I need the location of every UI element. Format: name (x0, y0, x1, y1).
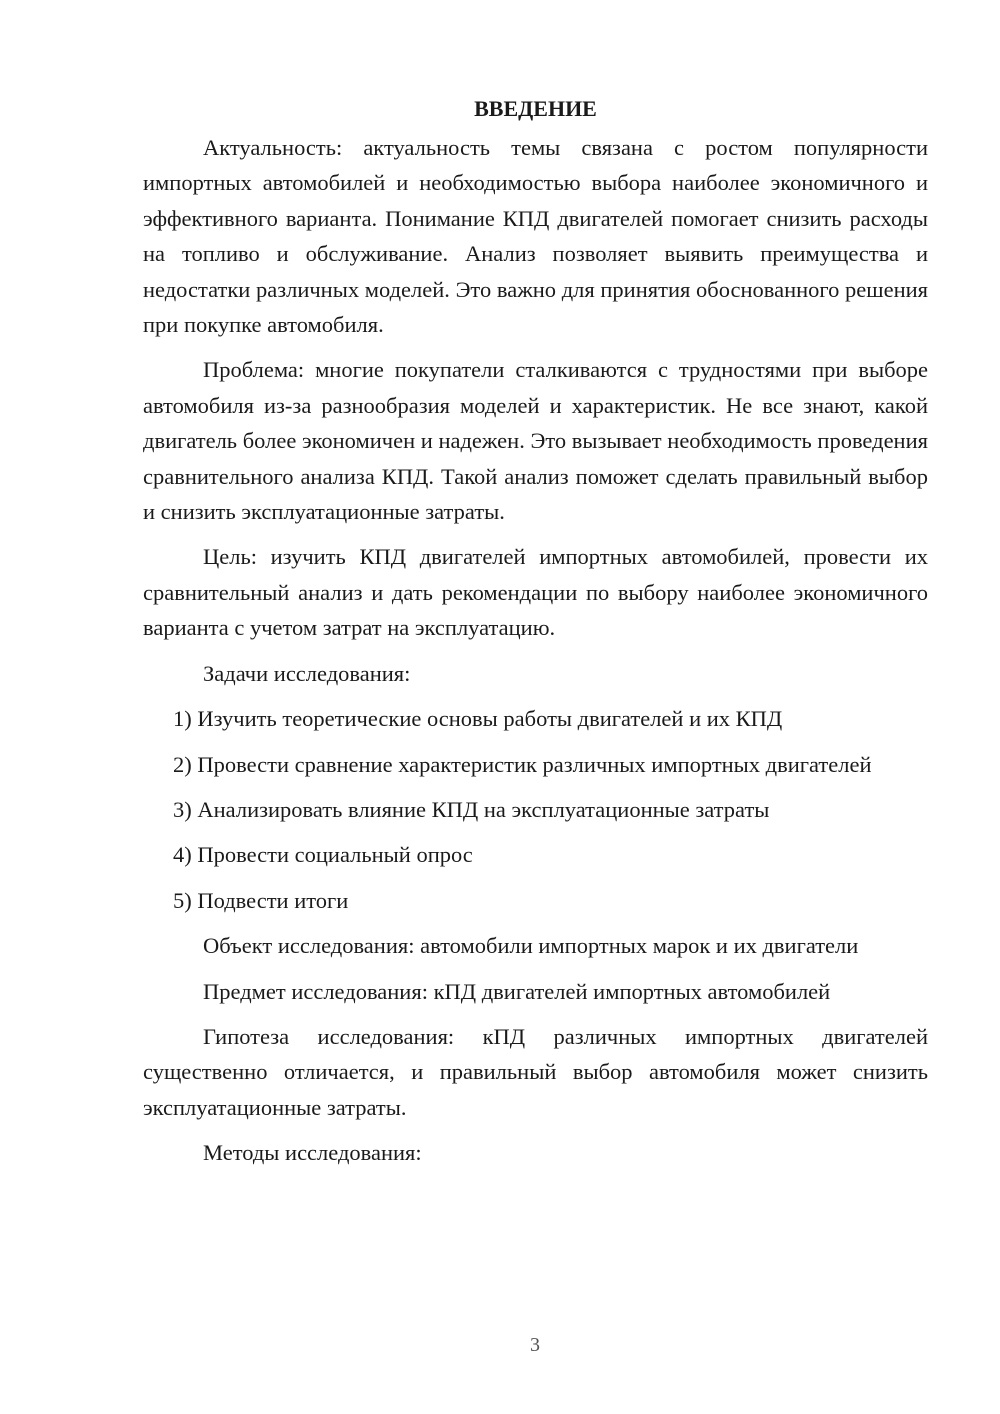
list-item: 2) Провести сравнение характеристик различных импортных двигателей (173, 751, 872, 777)
document-page (143, 94, 928, 1181)
paragraph-problem: Проблема: многие покупатели сталкиваются с трудностями при выборе автомобиля из-за разнообразия моделей и характеристик. Не все знают, какой двигатель более экономичен и надежен. Это вызывает необходимость проведения сравнительного анализа КПД. Такой анализ поможет сделать правильный выбор и снизить эксплуатационные затраты. (143, 357, 928, 525)
paragraph-relevance: Актуальность: актуальность темы связана с ростом популярности импортных автомобилей и необходимостью выбора наиболее экономичного и эффективного варианта. Понимание КПД двигателей помогает снизить расходы на топливо и обслуживание. Анализ позволяет выявить преимущества и недостатки различных моделей. Это важно для принятия обоснованного решения при покупке автомобиля. (143, 135, 928, 338)
paragraph-goal: Цель: изучить КПД двигателей импортных автомобилей, провести их сравнительный анализ и дать рекомендации по выбору наиболее экономичного варианта с учетом затрат на эксплуатацию. (143, 544, 928, 641)
page-title: ВВЕДЕНИЕ (474, 96, 597, 121)
list-item: 4) Провести социальный опрос (173, 842, 473, 868)
list-item: 3) Анализировать влияние КПД на эксплуатационные затраты (173, 796, 770, 822)
page-number: 3 (530, 1334, 540, 1356)
paragraph-object: Объект исследования: автомобили импортных марок и их двигатели (203, 933, 859, 959)
methods-heading: Методы исследования: (203, 1140, 422, 1166)
list-item: 1) Изучить теоретические основы работы двигателей и их КПД (173, 706, 783, 732)
paragraph-subject: Предмет исследования: кПД двигателей импортных автомобилей (203, 978, 831, 1004)
paragraph-hypothesis: Гипотеза исследования: кПД различных импортных двигателей существенно отличается, и правильный выбор автомобиля может снизить эксплуатационные затраты. (143, 1023, 928, 1120)
tasks-list (143, 701, 928, 918)
tasks-heading: Задачи исследования: (203, 660, 411, 686)
list-item: 5) Подвести итоги (173, 887, 349, 913)
